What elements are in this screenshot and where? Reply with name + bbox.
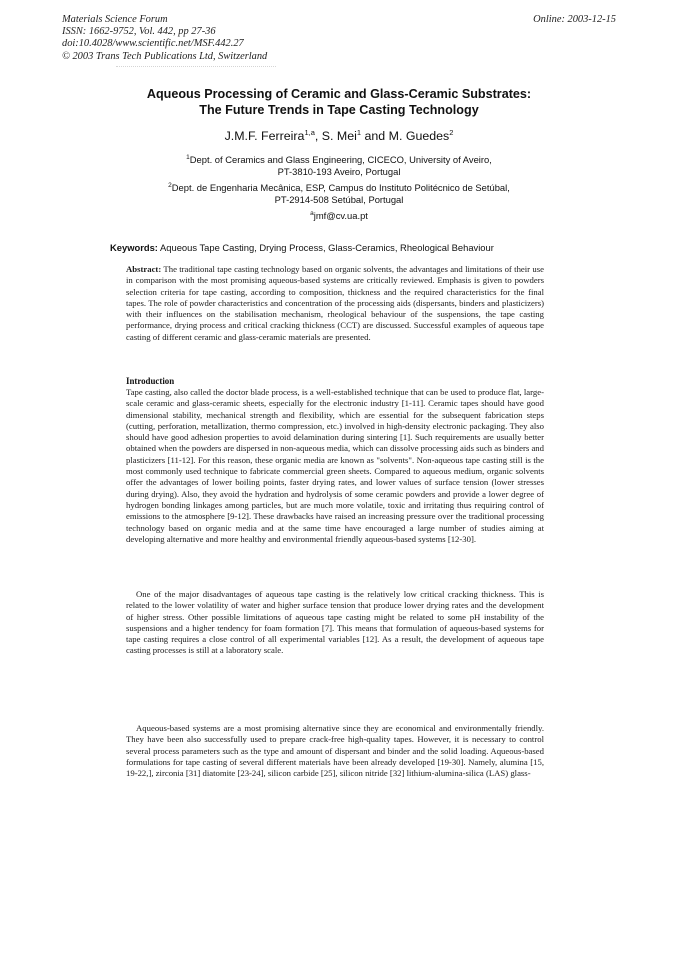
affiliation-1-line-2: PT-3810-193 Aveiro, Portugal — [277, 166, 401, 178]
affiliation-2-line-2: PT-2914-508 Setúbal, Portugal — [274, 194, 404, 206]
author-list — [90, 128, 588, 144]
affiliation-1 — [90, 154, 588, 178]
affiliation-2-line-1 — [90, 182, 588, 194]
affiliation-1-text: Dept. of Ceramics and Glass Engineering, CICECO, University of Aveiro, — [189, 154, 492, 165]
author-1-affiliation-mark: 1,a — [304, 128, 315, 137]
author-separator: , — [314, 129, 322, 143]
keywords — [110, 242, 580, 254]
journal-name: Materials Science Forum — [62, 14, 168, 25]
corresponding-email — [90, 210, 588, 222]
keywords-label: Keywords: — [110, 242, 158, 253]
title-line-2: The Future Trends in Tape Casting Technology — [199, 103, 479, 117]
affiliation-2-text: Dept. de Engenharia Mecânica, ESP, Campus do Instituto Politécnico de Setúbal, — [171, 182, 510, 193]
introduction-paragraph-2: One of the major disadvantages of aqueous tape casting is the relatively low critical cracking thickness. This is related to the lower volatility of water and higher surface tension that produce lower drying rates and the development of higher stress. Other possible limitations of aqueous tape casting might be related to some pH instability of the suspensions and a higher tendency for foam formation [7]. This means that formulation of aqueous-based systems for tape casting requires a close control of all experimental variables [12]. As a result, the development of aqueous tape casting processes is still at a laboratory scale. — [126, 589, 544, 656]
issn-line: ISSN: 1662-9752, Vol. 442, pp 27-36 — [62, 26, 216, 38]
affiliation-1-mark: 1 — [186, 154, 190, 161]
author-3-name: M. Guedes — [388, 129, 450, 143]
paper-title — [90, 86, 588, 118]
journal-header — [62, 14, 422, 63]
abstract — [126, 264, 544, 343]
email-address: jmf@cv.ua.pt — [313, 210, 368, 221]
author-3-affiliation-mark: 2 — [449, 128, 454, 137]
faded-header-divider — [116, 66, 276, 69]
doi-line: doi:10.4028/www.scientific.net/MSF.442.27 — [62, 38, 244, 50]
online-date: Online: 2003-12-15 — [533, 14, 616, 25]
introduction-paragraph-1: Tape casting, also called the doctor blade process, is a well-established technique that can be used to produce flat, large-scale ceramic and glass-ceramic sheets, especially for the electronic industry [1-11]. Ceramic tapes should have good dimensional stability, mechanical strength and flexibility, which are essential for the subsequent fabrication steps (cutting, perforation, metallization, thermo compression, etc.) involved in high-density electronic packaging. They also should have good adhesion properties to avoid delamination during sintering [1]. Such requirements are usually better obtained when the powders are dispersed in non-aqueous media, which can dissolve processing aids such as binders and plasticizers [11-12]. For this reason, these organic media are known as "solvents". Non-aqueous tape casting still is the most commonly used technique to fabricate commercial green sheets. Compared to aqueous medium, organic solvents offer the advantages of lower boiling points, faster drying rates, and lower values of surface tension (lower stresses during drying). Also, they avoid the hydration and hydrolysis of some ceramic powders and provide a lower degree of hydrogen bonding linkages among particles, but are much more volatile, toxic and irritating thus requiring control of emissions to the atmosphere [9-12]. These drawbacks have raised an increasing pressure over the traditional processing technology based on organic media and at the same time have encouraged a large number of studies aiming at developing alternative and more healthy and environmental friendly aqueous-based systems [12-30]. — [126, 387, 544, 544]
affiliation-2 — [90, 182, 588, 206]
affiliation-1-line-1 — [90, 154, 588, 166]
abstract-label: Abstract: — [126, 264, 162, 274]
introduction-paragraph-3: Aqueous-based systems are a most promising alternative since they are economical and environmentally friendly. They have been also successfully used to prepare crack-free high-quality tapes. However, it is necessary to control several process parameters such as the type and amount of dispersant and binder and the solid loading. Aqueous-based formulations for tape casting of several different materials have been already developed [19-30]. Namely, alumina [15, 19-22,], zirconia [31] diatomite [23-24], silicon carbide [25], silicon nitride [32] lithium-alumina-silica (LAS) glass- — [126, 723, 544, 779]
abstract-text: The traditional tape casting technology based on organic solvents, the advantages and limitations of their use in comparison with the most promising aqueous-based systems are critically reviewed. Emphasis is given to powders selection criteria for tape casting, according to composition, thickness and the required characteristics for the final tapes. The role of powder characteristics and concentration of the processing aids (dispersants, binders and plasticizers) with their influences on the stabilisation mechanism, rheological behaviour of the suspensions, the tape casting performance, drying process and critical cracking thickness (CCT) are discussed. Successful examples of aqueous tape casting of different ceramic and glass-ceramic materials are presented. — [126, 264, 544, 342]
author-2-name: S. Mei — [321, 129, 357, 143]
copyright-line: © 2003 Trans Tech Publications Ltd, Switzerland — [62, 50, 268, 62]
keywords-text: Aqueous Tape Casting, Drying Process, Glass-Ceramics, Rheological Behaviour — [157, 242, 494, 253]
email-mark: a — [310, 210, 314, 217]
affiliation-2-mark: 2 — [168, 182, 172, 189]
introduction-heading: Introduction — [126, 376, 175, 386]
author-1-name: J.M.F. Ferreira — [224, 129, 305, 143]
author-2-affiliation-mark: 1 — [356, 128, 362, 137]
author-separator: and — [361, 129, 389, 143]
title-line-1: Aqueous Processing of Ceramic and Glass-Ceramic Substrates: — [146, 87, 532, 101]
